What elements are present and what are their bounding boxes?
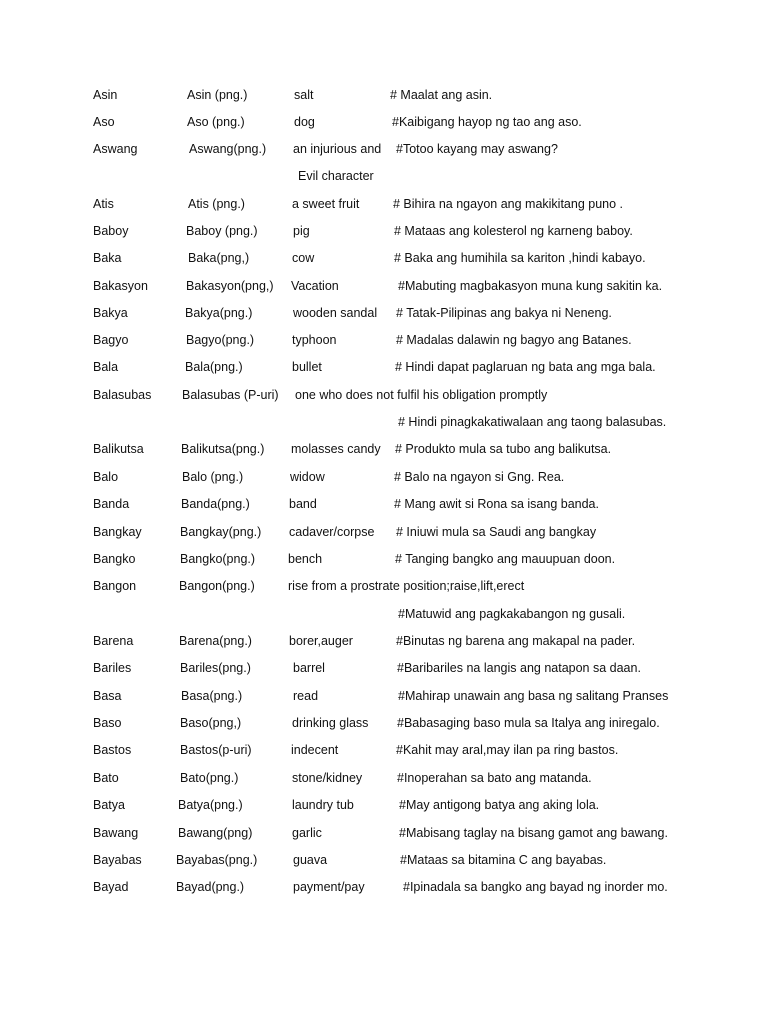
entry-meaning: bullet	[292, 360, 322, 374]
entry-meaning: stone/kidney	[292, 771, 363, 785]
entry-example: # Iniuwi mula sa Saudi ang bangkay	[396, 525, 597, 539]
entry-word: Bangko	[93, 552, 136, 566]
entry-meaning: Evil character	[298, 169, 374, 183]
entry-example: #Mataas sa bitamina C ang bayabas.	[400, 853, 607, 867]
entry-word: Aswang	[93, 142, 138, 156]
entry-example: #Kahit may aral,may ilan pa ring bastos.	[396, 743, 619, 757]
entry-example: # Mang awit si Rona sa isang banda.	[394, 497, 599, 511]
entry-example: #Inoperahan sa bato ang matanda.	[397, 771, 592, 785]
entry-meaning: drinking glass	[292, 716, 369, 730]
entry-form: Bakya(png.)	[185, 306, 253, 320]
entry-row	[0, 386, 768, 404]
entry-row	[0, 824, 768, 842]
entry-example: #May antigong batya ang aking lola.	[399, 798, 600, 812]
entry-example: #Mabuting magbakasyon muna kung sakitin ka.	[398, 279, 663, 293]
entry-meaning: borer,auger	[289, 634, 353, 648]
entry-example: # Tatak-Pilipinas ang bakya ni Neneng.	[396, 306, 612, 320]
entry-row	[0, 222, 768, 240]
entry-meaning: payment/pay	[293, 880, 365, 894]
entry-meaning: barrel	[293, 661, 325, 675]
entry-meaning: an injurious and	[293, 142, 382, 156]
entry-form: Batya(png.)	[178, 798, 243, 812]
entry-word: Banda	[93, 497, 130, 511]
entry-form: Bariles(png.)	[180, 661, 251, 675]
entry-form: Balo (png.)	[182, 470, 244, 484]
entry-example: #Kaibigang hayop ng tao ang aso.	[392, 115, 582, 129]
entry-row	[0, 113, 768, 131]
entry-word: Bato	[93, 771, 119, 785]
entry-row	[0, 523, 768, 541]
entry-meaning: typhoon	[292, 333, 337, 347]
entry-row	[0, 550, 768, 568]
entry-word: Bakya	[93, 306, 128, 320]
entry-word: Batya	[93, 798, 125, 812]
entry-example: #Babasaging baso mula sa Italya ang iniregalo.	[397, 716, 660, 730]
entry-example: # Hindi dapat paglaruan ng bata ang mga bala.	[395, 360, 656, 374]
entry-example: # Produkto mula sa tubo ang balikutsa.	[395, 442, 612, 456]
entry-meaning: cow	[292, 251, 315, 265]
entry-row	[0, 167, 768, 185]
entry-form: Aso (png.)	[187, 115, 245, 129]
entry-meaning: garlic	[292, 826, 322, 840]
entry-row	[0, 249, 768, 267]
entry-example: # Madalas dalawin ng bagyo ang Batanes.	[396, 333, 632, 347]
entry-meaning: band	[289, 497, 317, 511]
entry-word: Baka	[93, 251, 122, 265]
entry-example: # Maalat ang asin.	[390, 88, 493, 102]
entry-word: Bastos	[93, 743, 132, 757]
entry-row	[0, 769, 768, 787]
entry-meaning: guava	[293, 853, 328, 867]
entry-word: Baboy	[93, 224, 129, 238]
entry-meaning: salt	[294, 88, 314, 102]
entry-form: Aswang(png.)	[189, 142, 267, 156]
entry-form: Banda(png.)	[181, 497, 250, 511]
entry-row	[0, 687, 768, 705]
entry-word: Bangkay	[93, 525, 142, 539]
entry-word: Balo	[93, 470, 119, 484]
entry-form: Balikutsa(png.)	[181, 442, 265, 456]
entry-word: Bangon	[93, 579, 137, 593]
entry-form: Bawang(png)	[178, 826, 253, 840]
entry-row	[0, 358, 768, 376]
entry-form: Bagyo(png.)	[186, 333, 255, 347]
entry-word: Asin	[93, 88, 118, 102]
entry-row	[0, 605, 768, 623]
entry-form: Baso(png,)	[180, 716, 242, 730]
entry-form: Balasubas (P-uri)	[182, 388, 279, 402]
entry-form: Atis (png.)	[188, 197, 245, 211]
entry-example: # Mataas ang kolesterol ng karneng baboy.	[394, 224, 633, 238]
entry-form: Asin (png.)	[187, 88, 248, 102]
entry-example: #Mahirap unawain ang basa ng salitang Pranses	[398, 689, 669, 703]
entry-meaning: one who does not fulfil his obligation promptly	[295, 388, 548, 402]
entry-example: #Totoo kayang may aswang?	[396, 142, 558, 156]
entry-row	[0, 140, 768, 158]
entry-meaning: a sweet fruit	[292, 197, 360, 211]
entry-meaning: indecent	[291, 743, 339, 757]
entry-word: Bala	[93, 360, 119, 374]
entry-row	[0, 277, 768, 295]
entry-word: Balasubas	[93, 388, 152, 402]
entry-word: Atis	[93, 197, 114, 211]
entry-word: Bawang	[93, 826, 139, 840]
entry-meaning: read	[293, 689, 319, 703]
entry-meaning: molasses candy	[291, 442, 381, 456]
entry-example: #Baribariles na langis ang natapon sa daan.	[397, 661, 641, 675]
entry-word: Bakasyon	[93, 279, 148, 293]
entry-row	[0, 851, 768, 869]
entry-word: Bayabas	[93, 853, 142, 867]
entry-word: Aso	[93, 115, 115, 129]
entry-row	[0, 413, 768, 431]
entry-row	[0, 632, 768, 650]
entry-row	[0, 878, 768, 896]
entry-row	[0, 577, 768, 595]
entry-row	[0, 440, 768, 458]
entry-word: Baso	[93, 716, 122, 730]
entry-example: #Binutas ng barena ang makapal na pader.	[396, 634, 636, 648]
entry-form: Bangon(png.)	[179, 579, 255, 593]
entry-form: Bala(png.)	[185, 360, 243, 374]
entry-row	[0, 796, 768, 814]
entry-row	[0, 468, 768, 486]
entry-row	[0, 304, 768, 322]
entry-meaning: dog	[294, 115, 315, 129]
entry-form: Bayad(png.)	[176, 880, 245, 894]
entry-form: Bakasyon(png,)	[186, 279, 274, 293]
entry-form: Bangko(png.)	[180, 552, 256, 566]
entry-example: # Hindi pinagkakatiwalaan ang taong balasubas.	[398, 415, 667, 429]
entry-meaning: wooden sandal	[293, 306, 378, 320]
entry-word: Bagyo	[93, 333, 129, 347]
entry-row	[0, 659, 768, 677]
entry-example: # Balo na ngayon si Gng. Rea.	[394, 470, 565, 484]
entry-example: #Ipinadala sa bangko ang bayad ng inorder mo.	[403, 880, 668, 894]
entry-row	[0, 331, 768, 349]
entry-word: Basa	[93, 689, 122, 703]
entry-meaning: bench	[288, 552, 323, 566]
entry-word: Balikutsa	[93, 442, 144, 456]
entry-row	[0, 741, 768, 759]
entry-form: Bayabas(png.)	[176, 853, 258, 867]
entry-form: Baka(png,)	[188, 251, 250, 265]
entry-word: Bayad	[93, 880, 129, 894]
entry-word: Barena	[93, 634, 134, 648]
entry-form: Baboy (png.)	[186, 224, 258, 238]
entry-form: Basa(png.)	[181, 689, 243, 703]
entry-row	[0, 714, 768, 732]
entry-form: Barena(png.)	[179, 634, 252, 648]
entry-row	[0, 86, 768, 104]
entry-example: #Matuwid ang pagkakabangon ng gusali.	[398, 607, 626, 621]
entry-word: Bariles	[93, 661, 132, 675]
entry-form: Bastos(p-uri)	[180, 743, 252, 757]
entry-example: # Baka ang humihila sa kariton ,hindi kabayo.	[394, 251, 646, 265]
entry-meaning: rise from a prostrate position;raise,lift,erect	[288, 579, 525, 593]
entry-meaning: widow	[290, 470, 325, 484]
entry-row	[0, 495, 768, 513]
entry-form: Bato(png.)	[180, 771, 239, 785]
entry-meaning: pig	[293, 224, 310, 238]
entry-meaning: cadaver/corpse	[289, 525, 375, 539]
entry-example: # Bihira na ngayon ang makikitang puno .	[393, 197, 624, 211]
entry-example: #Mabisang taglay na bisang gamot ang bawang.	[399, 826, 668, 840]
entry-meaning: Vacation	[291, 279, 339, 293]
entry-form: Bangkay(png.)	[180, 525, 262, 539]
entry-meaning: laundry tub	[292, 798, 354, 812]
entry-example: # Tanging bangko ang mauupuan doon.	[395, 552, 616, 566]
entry-row	[0, 195, 768, 213]
